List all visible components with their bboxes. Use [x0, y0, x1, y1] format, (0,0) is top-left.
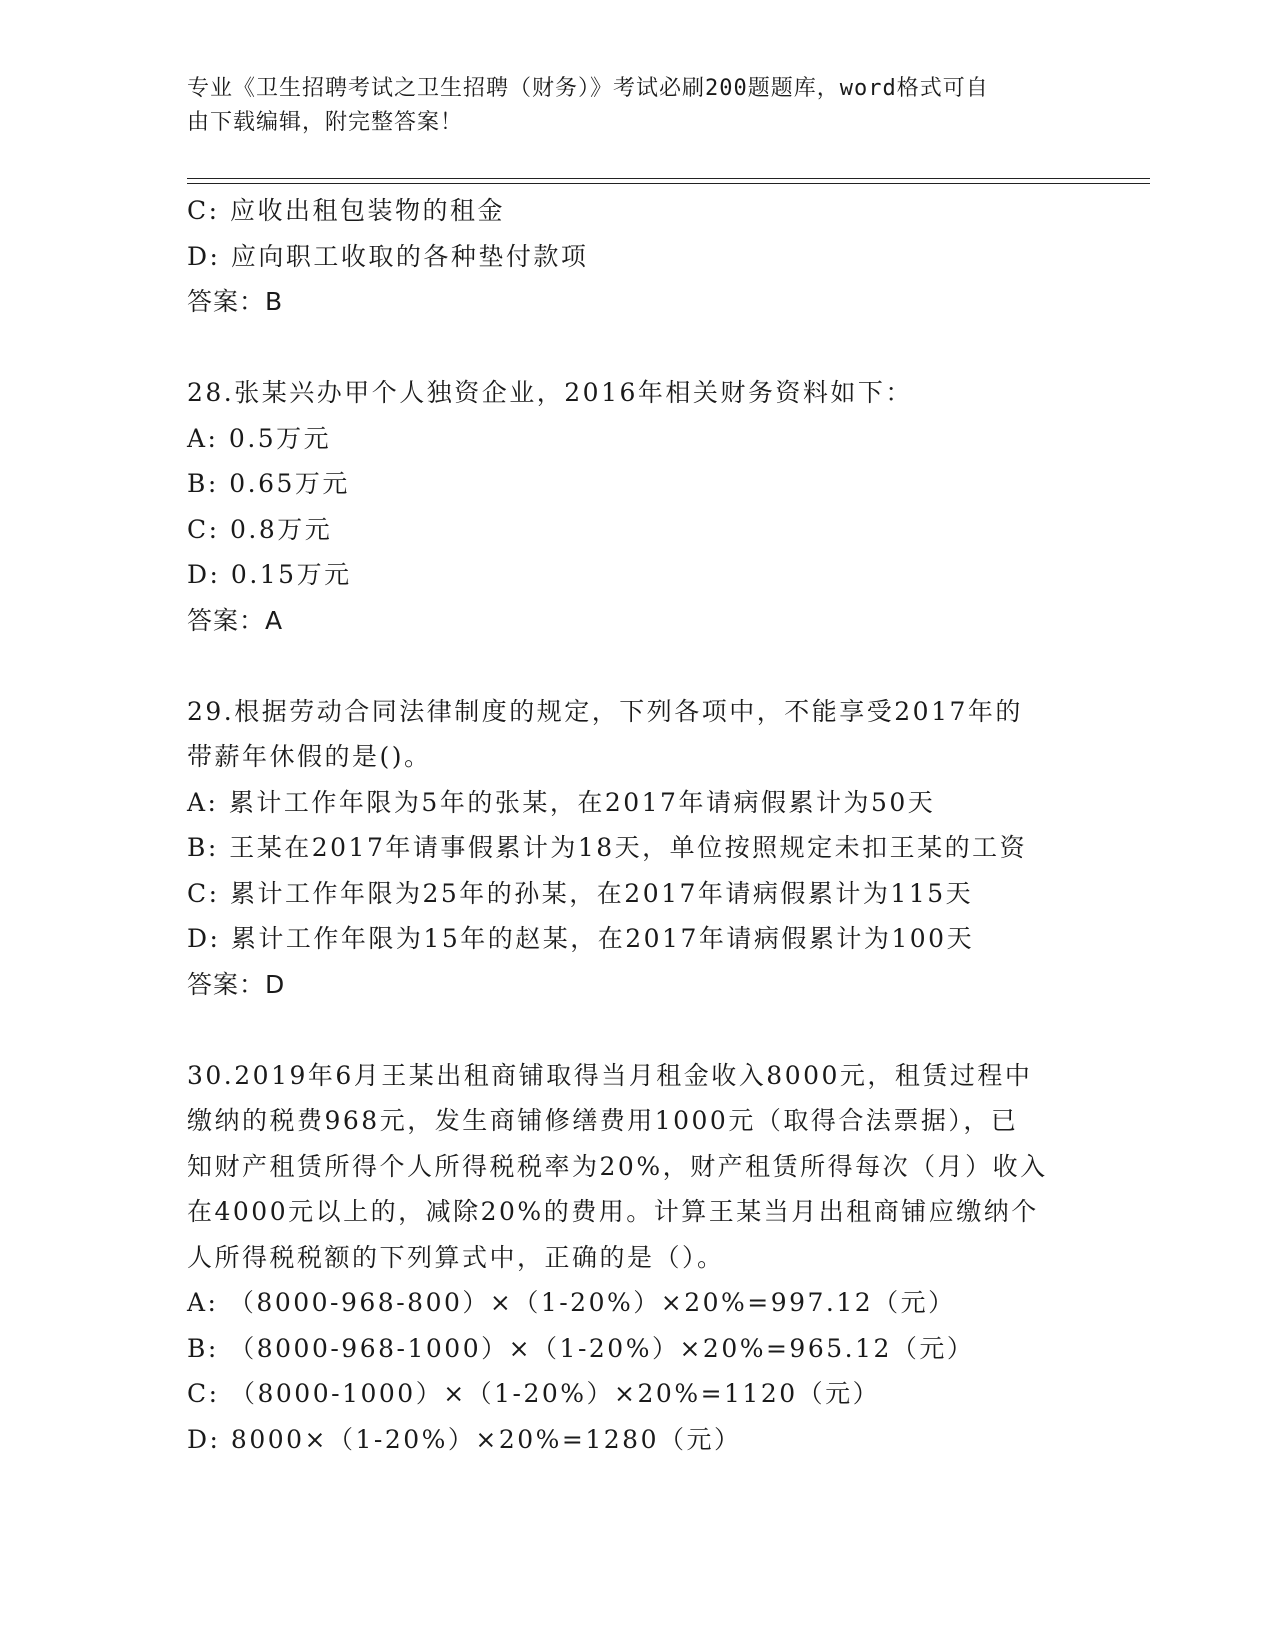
- header-divider-top: [187, 178, 1150, 179]
- question-30: [187, 1053, 1107, 1463]
- question-stem: 29.根据劳动合同法律制度的规定，下列各项中，不能享受2017年的: [187, 696, 1023, 726]
- header-line-2: 由下载编辑，附完整答案！: [187, 110, 464, 135]
- question-29: [187, 689, 1107, 1008]
- option-c: C: 0.8万元: [187, 514, 333, 544]
- option-c: C: 累计工作年限为25年的孙某，在2017年请病假累计为115天: [187, 878, 974, 908]
- question-list: [187, 188, 1107, 1462]
- question-stem: 人所得税税额的下列算式中，正确的是（）。: [187, 1242, 725, 1272]
- header-line-1: 专业《卫生招聘考试之卫生招聘（财务）》考试必刷200题题库，word格式可自: [187, 76, 989, 101]
- option-d: D: 应向职工收取的各种垫付款项: [187, 241, 589, 271]
- question-stem: 30.2019年6月王某出租商铺取得当月租金收入8000元，租赁过程中: [187, 1060, 1033, 1090]
- document-header: [187, 72, 1067, 140]
- question-28: [187, 370, 1107, 643]
- answer-label: 答案：B: [187, 287, 284, 316]
- question-stem: 知财产租赁所得个人所得税税率为20%，财产租赁所得每次（月）收入: [187, 1151, 1048, 1181]
- option-d: D: 累计工作年限为15年的赵某，在2017年请病假累计为100天: [187, 924, 975, 953]
- answer-label: 答案：D: [187, 969, 286, 999]
- question-27-continued: [187, 188, 1107, 325]
- option-c: C: 应收出租包装物的租金: [187, 196, 505, 225]
- option-b: B: 王某在2017年请事假累计为18天，单位按照规定未扣王某的工资: [187, 833, 1028, 862]
- spacer: [187, 643, 1107, 689]
- question-stem: 在4000元以上的，减除20%的费用。计算王某当月出租商铺应缴纳个: [187, 1197, 1039, 1226]
- question-stem: 28.张某兴办甲个人独资企业，2016年相关财务资料如下：: [187, 378, 913, 407]
- question-stem: 缴纳的税费968元，发生商铺修缮费用1000元（取得合法票据），已: [187, 1106, 1019, 1135]
- answer-label: 答案：A: [187, 605, 284, 635]
- header-divider-bottom: [187, 183, 1150, 184]
- spacer: [187, 325, 1107, 371]
- option-c: C: （8000-1000）×（1-20%）×20%=1120（元）: [187, 1379, 881, 1408]
- spacer: [187, 1007, 1107, 1053]
- option-a: A: 累计工作年限为5年的张某，在2017年请病假累计为50天: [187, 787, 936, 817]
- question-stem: 带薪年休假的是()。: [187, 742, 432, 771]
- option-d: D: 0.15万元: [187, 560, 352, 589]
- option-d: D: 8000×（1-20%）×20%=1280（元）: [187, 1424, 742, 1454]
- option-b: B: 0.65万元: [187, 469, 350, 498]
- option-a: A: 0.5万元: [187, 423, 332, 453]
- option-a: A: （8000-968-800）×（1-20%）×20%=997.12（元）: [187, 1288, 956, 1317]
- option-b: B: （8000-968-1000）×（1-20%）×20%=965.12（元）: [187, 1333, 975, 1363]
